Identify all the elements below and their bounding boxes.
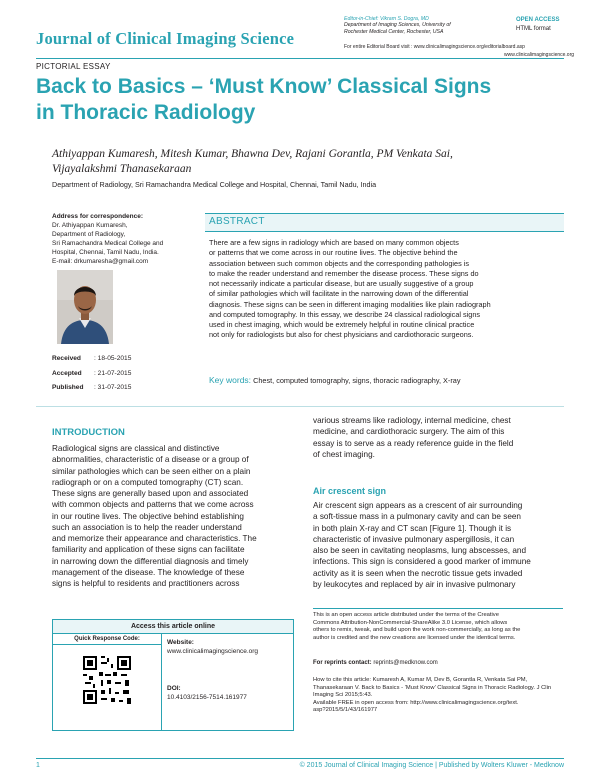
accepted-date: : 21-07-2015 — [94, 369, 132, 377]
air-crescent-line: a soft-tissue mass in a pulmonary cavity and can be seen — [313, 512, 521, 522]
intro-line: familiarity and application of these signs can facilitate — [52, 545, 245, 555]
correspondence-line: Dr. Athiyappan Kumaresh, — [52, 222, 128, 230]
published-date: : 31-07-2015 — [94, 384, 132, 391]
abstract-line: of similar pathologies which will facilitate in the narrowing down of the differential — [209, 289, 469, 299]
correspondence — [52, 212, 202, 267]
intro-line: signs is helpful to residents and practitioners across — [52, 579, 240, 588]
license-line: Commons Attribution-NonCommercial-ShareAlike 3.0 License, which allows — [313, 619, 508, 626]
reprints-label: For reprints contact: — [313, 660, 372, 666]
intro-line: such an association is to help the reader understand — [52, 522, 242, 532]
abstract-line: association between such common objects and the corresponding pathologies is — [209, 258, 470, 268]
article-title-line-2: in Thoracic Radiology — [36, 101, 256, 124]
qr-label: Quick Response Code: — [53, 634, 161, 645]
footer-rule — [36, 758, 564, 759]
access-online-box — [52, 619, 294, 731]
author-photo-image — [57, 270, 113, 344]
journal-title: Journal of Clinical Imaging Science — [36, 29, 295, 48]
abstract-line: not necessarily indicate a particular disease, but are usually suggestive of a group — [209, 279, 474, 288]
intro-line: in our routine lives. The objective behind establishing — [52, 511, 244, 521]
author-photo — [57, 270, 113, 344]
access-title: Access this article online — [53, 620, 293, 634]
editor-affil-1: Department of Imaging Sciences, University of — [344, 22, 451, 29]
air-crescent-line: also be seen in cavitating neoplasms, lung abscesses, and — [313, 546, 527, 555]
air-crescent-text — [313, 500, 563, 590]
intro-line: radiograph or on a computed tomography (CT) scan. — [52, 477, 244, 487]
license-line: others to remix, tweak, and build upon the work non-commercially, as long as the — [313, 627, 521, 634]
abstract-heading: ABSTRACT — [209, 216, 265, 227]
introduction-continued — [313, 415, 563, 460]
correspondence-line: Sri Ramachandra Medical College and — [52, 240, 164, 248]
abstract-header — [205, 213, 564, 232]
intro-cont-line: of chest imaging. — [313, 449, 375, 459]
received-date: : 18-05-2015 — [94, 355, 132, 362]
air-crescent-line: in both plain X-ray and CT scan [Figure 1]. Though it is — [313, 523, 512, 533]
doi-label: DOI: — [167, 685, 181, 692]
abstract-text — [209, 238, 559, 341]
editorial-board-line: For entire Editorial Board visit : www.clinicalimagingscience.org/editorialboard.asp — [344, 44, 525, 50]
introduction-heading: INTRODUCTION — [52, 427, 125, 438]
cite-line: Imaging Sci 2015;5:43. — [313, 692, 373, 699]
editor-affil-2: Rochester Medical Center, Rochester, USA — [344, 28, 444, 35]
introduction-text — [52, 443, 292, 589]
citation-text — [313, 677, 563, 715]
reprints-contact — [313, 660, 438, 666]
html-format-label: HTML format — [516, 26, 551, 32]
abstract-line: or patterns that we come across in our routine lives. The objective behind the — [209, 248, 458, 258]
correspondence-line: Hospital, Chennai, Tamil Nadu, India. — [52, 249, 159, 257]
page-number: 1 — [36, 762, 40, 769]
intro-line: management of the disease. The knowledge of these — [52, 567, 245, 577]
air-crescent-line: characteristic of invasive pulmonary aspergillosis, it can — [313, 534, 515, 544]
intro-line: abnormalities, characteristic of a disease or a group of — [52, 455, 249, 465]
keywords-label: Key words: — [209, 375, 252, 385]
footer-copyright: © 2015 Journal of Clinical Imaging Science | Published by Wolters Kluwer - Medknow — [299, 762, 564, 769]
license-rule — [313, 608, 563, 609]
header-rule — [36, 58, 564, 59]
article-dates — [52, 352, 131, 396]
qr-cell — [53, 634, 162, 730]
correspondence-email[interactable]: E-mail: drkumaresha@gmail.com — [52, 258, 149, 266]
website-cell — [167, 638, 258, 656]
received-label: Received — [52, 355, 81, 362]
website-label: Website: — [167, 639, 194, 646]
authors-line-2: Vijayalakshmi Thanasekaraan — [52, 163, 192, 175]
authors-line-1: Athiyappan Kumaresh, Mitesh Kumar, Bhawna Dev, Rajani Gorantla, PM Venkata Sai, — [52, 148, 453, 160]
intro-cont-line: essay is to serve as a ready reference guide in the field — [313, 438, 514, 448]
air-crescent-line: by leukocytes and replaced by air in invasive pulmonary — [313, 579, 516, 589]
doi-value[interactable]: 10.4103/2156-7514.161977 — [167, 694, 247, 701]
reprints-email[interactable]: reprints@medknow.com — [373, 660, 438, 666]
article-title-line-1: Back to Basics – ‘Must Know’ Classical Signs — [36, 75, 492, 98]
intro-cont-line: medicine, and cardiothoracic surgery. The aim of this — [313, 427, 505, 437]
air-crescent-heading: Air crescent sign — [313, 486, 387, 496]
abstract-line: to make the reader understand and remember the disease process. These signs do — [209, 268, 479, 278]
authors — [52, 147, 562, 177]
license-line: author is credited and the new creations are licensed under the identical terms. — [313, 634, 516, 641]
license-text — [313, 612, 563, 642]
intro-line: with common objects and patterns that we come across — [52, 500, 254, 510]
air-crescent-line: Air crescent sign appears as a crescent of air surrounding — [313, 501, 523, 510]
editor-info — [344, 16, 504, 35]
affiliation: Department of Radiology, Sri Ramachandra Medical College and Hospital, Chennai, Tamil Nadu, India — [52, 180, 377, 189]
intro-line: similar pathologies which can be seen either on a plain — [52, 466, 251, 476]
abstract-line: diagnosis. These signs can be seen in different imaging modalities like plain radiograph — [209, 299, 491, 309]
intro-line: Radiological signs are classical and distinctive — [52, 444, 220, 453]
air-crescent-line: infections. This sign is considered a good marker of immune — [313, 557, 531, 567]
intro-line: in narrowing down the differential diagnosis and timely — [52, 556, 249, 566]
editor-label: Editor-in-Chief: — [344, 16, 379, 22]
correspondence-line: Department of Radiology, — [52, 231, 126, 239]
journal-url[interactable]: www.clinicalimagingscience.org — [504, 52, 575, 58]
intro-cont-line: various streams like radiology, internal medicine, chest — [313, 416, 511, 425]
intro-line: These signs are generally based upon and associated — [52, 489, 249, 498]
abstract-line: and computed tomography. In this essay, we describe 24 classical radiological signs — [209, 309, 481, 319]
intro-line: and memorize their appearance and characteristics. The — [52, 534, 257, 543]
abstract-line: There are a few signs in radiology which are based on many common objects — [209, 238, 459, 247]
cite-line: How to cite this article: Kumaresh A, Kumar M, Dev B, Gorantla R, Venkata Sai PM, — [313, 677, 528, 683]
published-label: Published — [52, 384, 84, 391]
correspondence-label: Address for correspondence: — [52, 213, 144, 220]
cite-url-line[interactable]: asp?2015/5/1/43/161977 — [313, 707, 378, 714]
cite-line: Available FREE in open access from: http://www.clinicalimagingscience.org/text. — [313, 699, 519, 706]
section-divider — [36, 406, 564, 407]
abstract-line: used in chest imaging, which would be extremely helpful in routine clinical practice — [209, 320, 475, 329]
website-link[interactable]: www.clinicalimagingscience.org — [167, 648, 259, 655]
keywords — [209, 375, 564, 385]
cite-line: Thanasekaraan V. Back to Basics - ‘Must Know’ Classical Signs in Thoracic Radiology. J Clin — [313, 684, 552, 691]
doi-cell — [167, 684, 247, 702]
open-access-badge: OPEN ACCESS — [516, 17, 560, 23]
abstract-line: not only for radiologists but also for chest physicians and cardiothoracic surgeons. — [209, 330, 474, 340]
air-crescent-line: activity as it is seen when the necrotic tissue gets invaded — [313, 568, 523, 578]
article-type: PICTORIAL ESSAY — [36, 62, 111, 71]
editor-name: Vikram S. Dogra, MD — [379, 16, 429, 22]
qr-code-icon[interactable] — [81, 654, 133, 706]
article-title — [36, 74, 556, 126]
accepted-label: Accepted — [52, 369, 82, 377]
keywords-list: Chest, computed tomography, signs, thoracic radiography, X-ray — [253, 376, 461, 385]
license-line: This is an open access article distributed under the terms of the Creative — [313, 612, 499, 618]
